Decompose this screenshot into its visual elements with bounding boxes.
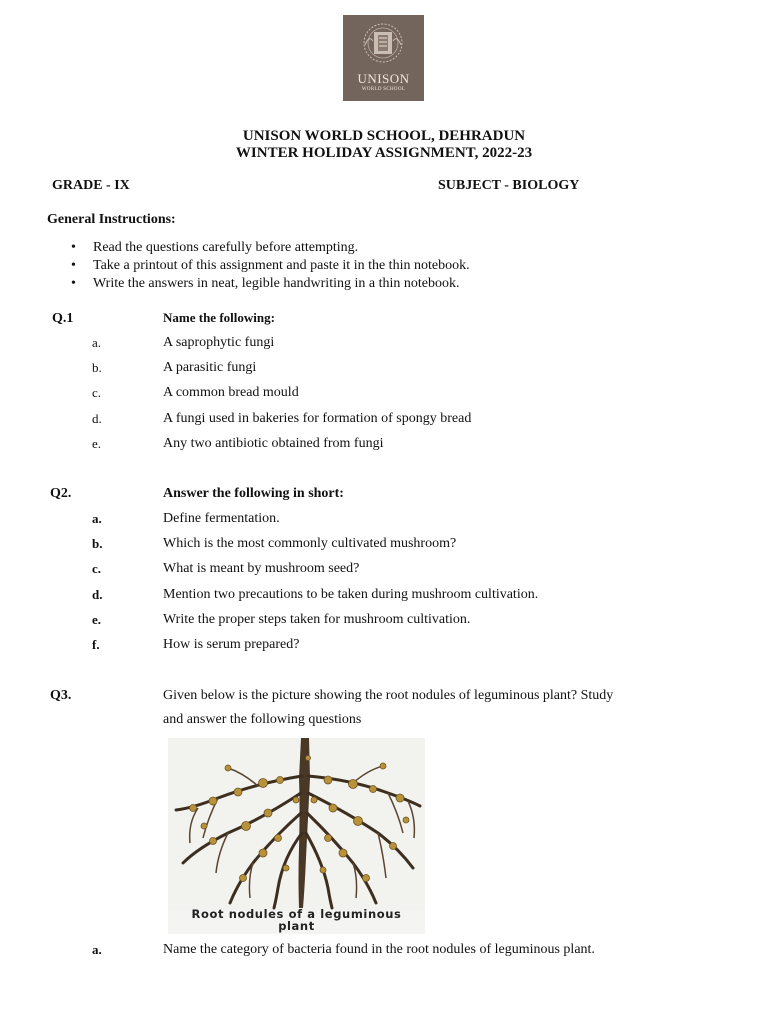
q2-number: Q2. bbox=[50, 486, 72, 501]
school-title: UNISON WORLD SCHOOL, DEHRADUN bbox=[242, 128, 526, 144]
logo-name: UNISON bbox=[357, 71, 410, 86]
q3-number: Q3. bbox=[50, 688, 72, 703]
q2-title: Answer the following in short: bbox=[163, 486, 344, 501]
root-nodules-image bbox=[168, 738, 425, 934]
list-item: • Read the questions carefully before attempting. bbox=[71, 240, 359, 255]
instructions-list bbox=[71, 240, 470, 294]
logo-subtitle: WORLD SCHOOL bbox=[361, 87, 406, 92]
q1-title: Name the following: bbox=[163, 310, 275, 325]
figure-caption-line1: Root nodules of a leguminous bbox=[191, 907, 402, 921]
assignment-title: WINTER HOLIDAY ASSIGNMENT, 2022-23 bbox=[235, 145, 533, 161]
q3-intro-line1: Given below is the picture showing the root nodules of leguminous plant? Study bbox=[163, 688, 614, 703]
instructions-heading: General Instructions: bbox=[47, 212, 176, 227]
list-item: • Write the answers in neat, legible handwriting in a thin notebook. bbox=[71, 276, 460, 291]
crest-icon bbox=[343, 15, 424, 71]
root-nodules-illustration bbox=[168, 738, 425, 910]
list-item: • Take a printout of this assignment and paste it in the thin notebook. bbox=[71, 258, 470, 273]
school-logo bbox=[343, 15, 424, 101]
grade-label: GRADE - IX bbox=[52, 178, 130, 193]
q1-number: Q.1 bbox=[52, 311, 74, 326]
subject-label: SUBJECT - BIOLOGY bbox=[438, 178, 580, 193]
figure-caption-line2: plant bbox=[278, 919, 315, 933]
q3-intro-line2: and answer the following questions bbox=[163, 712, 362, 727]
